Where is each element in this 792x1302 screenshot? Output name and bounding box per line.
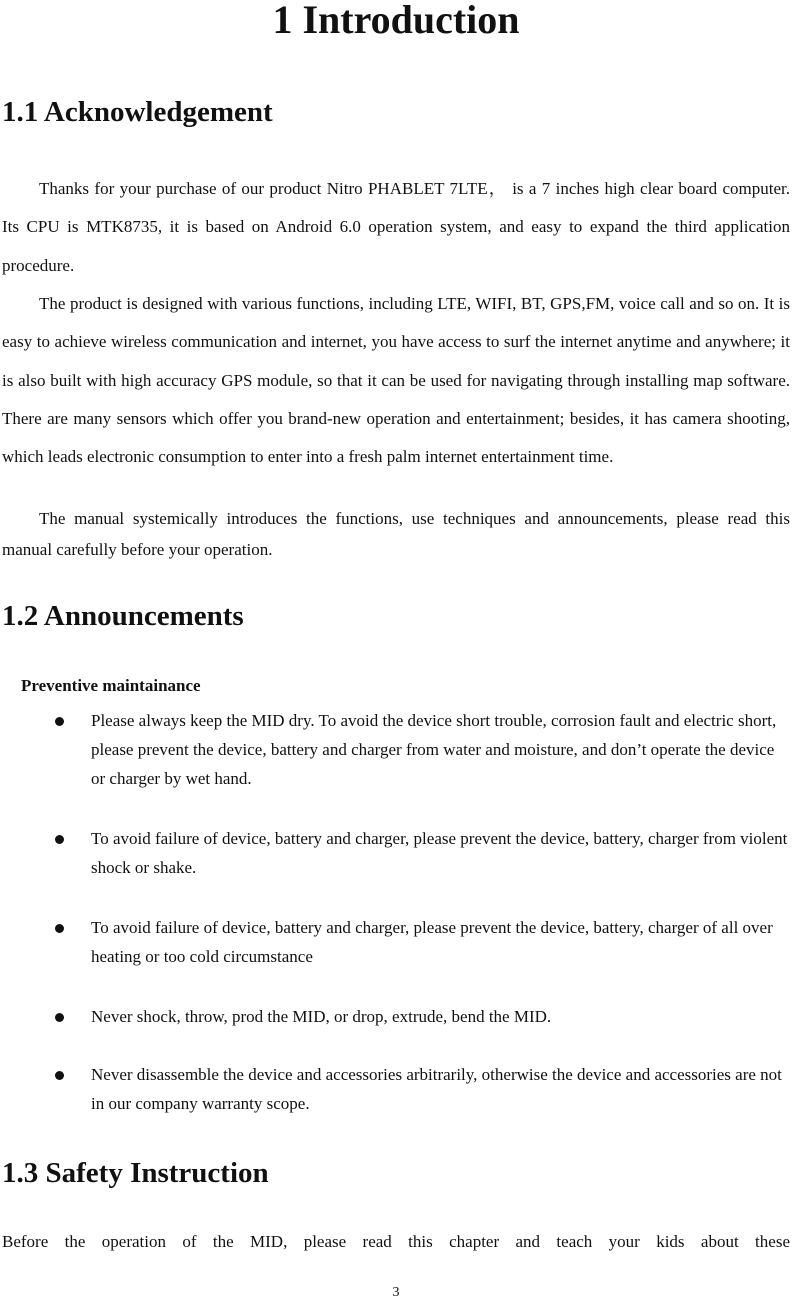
bullet-dot-icon bbox=[55, 717, 64, 726]
bullet-dot-icon bbox=[55, 1013, 64, 1022]
paragraph-product-functions: The product is designed with various functions, including LTE, WIFI, BT, GPS,FM, voice call and so on. It is easy to achieve wireless communication and internet, you have access to surf the internet anytime and anywhere; it is also built with high accuracy GPS module, so that it can be used for navigating through installing map software. There are many sensors which offer you brand-new operation and entertainment; besides, it has camera shooting, which leads electronic consumption to enter into a fresh palm internet entertainment time. bbox=[2, 294, 790, 467]
bullet-dot-icon bbox=[55, 924, 64, 933]
bullet-dot-icon bbox=[55, 835, 64, 844]
list-item-text: Never shock, throw, prod the MID, or drop, extrude, bend the MID. bbox=[91, 1007, 552, 1026]
section-heading-announcements: 1.2 Announcements bbox=[2, 600, 244, 632]
paragraph-thanks: Thanks for your purchase of our product Nitro PHABLET 7LTE， is a 7 inches high clear board computer. Its CPU is MTK8735, it is based on Android 6.0 operation system, and easy to expand the third application procedure. bbox=[2, 179, 790, 275]
chapter-title: 1 Introduction bbox=[272, 0, 520, 42]
list-item-text: To avoid failure of device, battery and charger, please prevent the device, battery, charger from violent shock or shake. bbox=[91, 829, 788, 877]
list-item-text: Please always keep the MID dry. To avoid the device short trouble, corrosion fault and electric short, please prevent the device, battery and charger from water and moisture, and don’t operate the device or charger by wet hand. bbox=[91, 711, 777, 788]
page-number: 3 bbox=[392, 1285, 400, 1300]
bullet-dot-icon bbox=[55, 1071, 64, 1080]
paragraph-manual-intro: The manual systemically introduces the functions, use techniques and announcements, please read this manual carefully before your operation. bbox=[2, 509, 790, 559]
subheading-preventive-maintenance: Preventive maintainance bbox=[21, 676, 201, 695]
list-item-text: To avoid failure of device, battery and charger, please prevent the device, battery, charger of all over heating or too cold circumstance bbox=[91, 918, 773, 966]
paragraph-safety-intro: Before the operation of the MID, please read this chapter and teach your kids about these bbox=[2, 1232, 790, 1251]
section-heading-acknowledgement: 1.1 Acknowledgement bbox=[2, 96, 273, 128]
list-item-text: Never disassemble the device and accessories arbitrarily, otherwise the device and accessories are not in our company warranty scope. bbox=[91, 1065, 782, 1113]
section-heading-safety-instruction: 1.3 Safety Instruction bbox=[2, 1157, 269, 1189]
